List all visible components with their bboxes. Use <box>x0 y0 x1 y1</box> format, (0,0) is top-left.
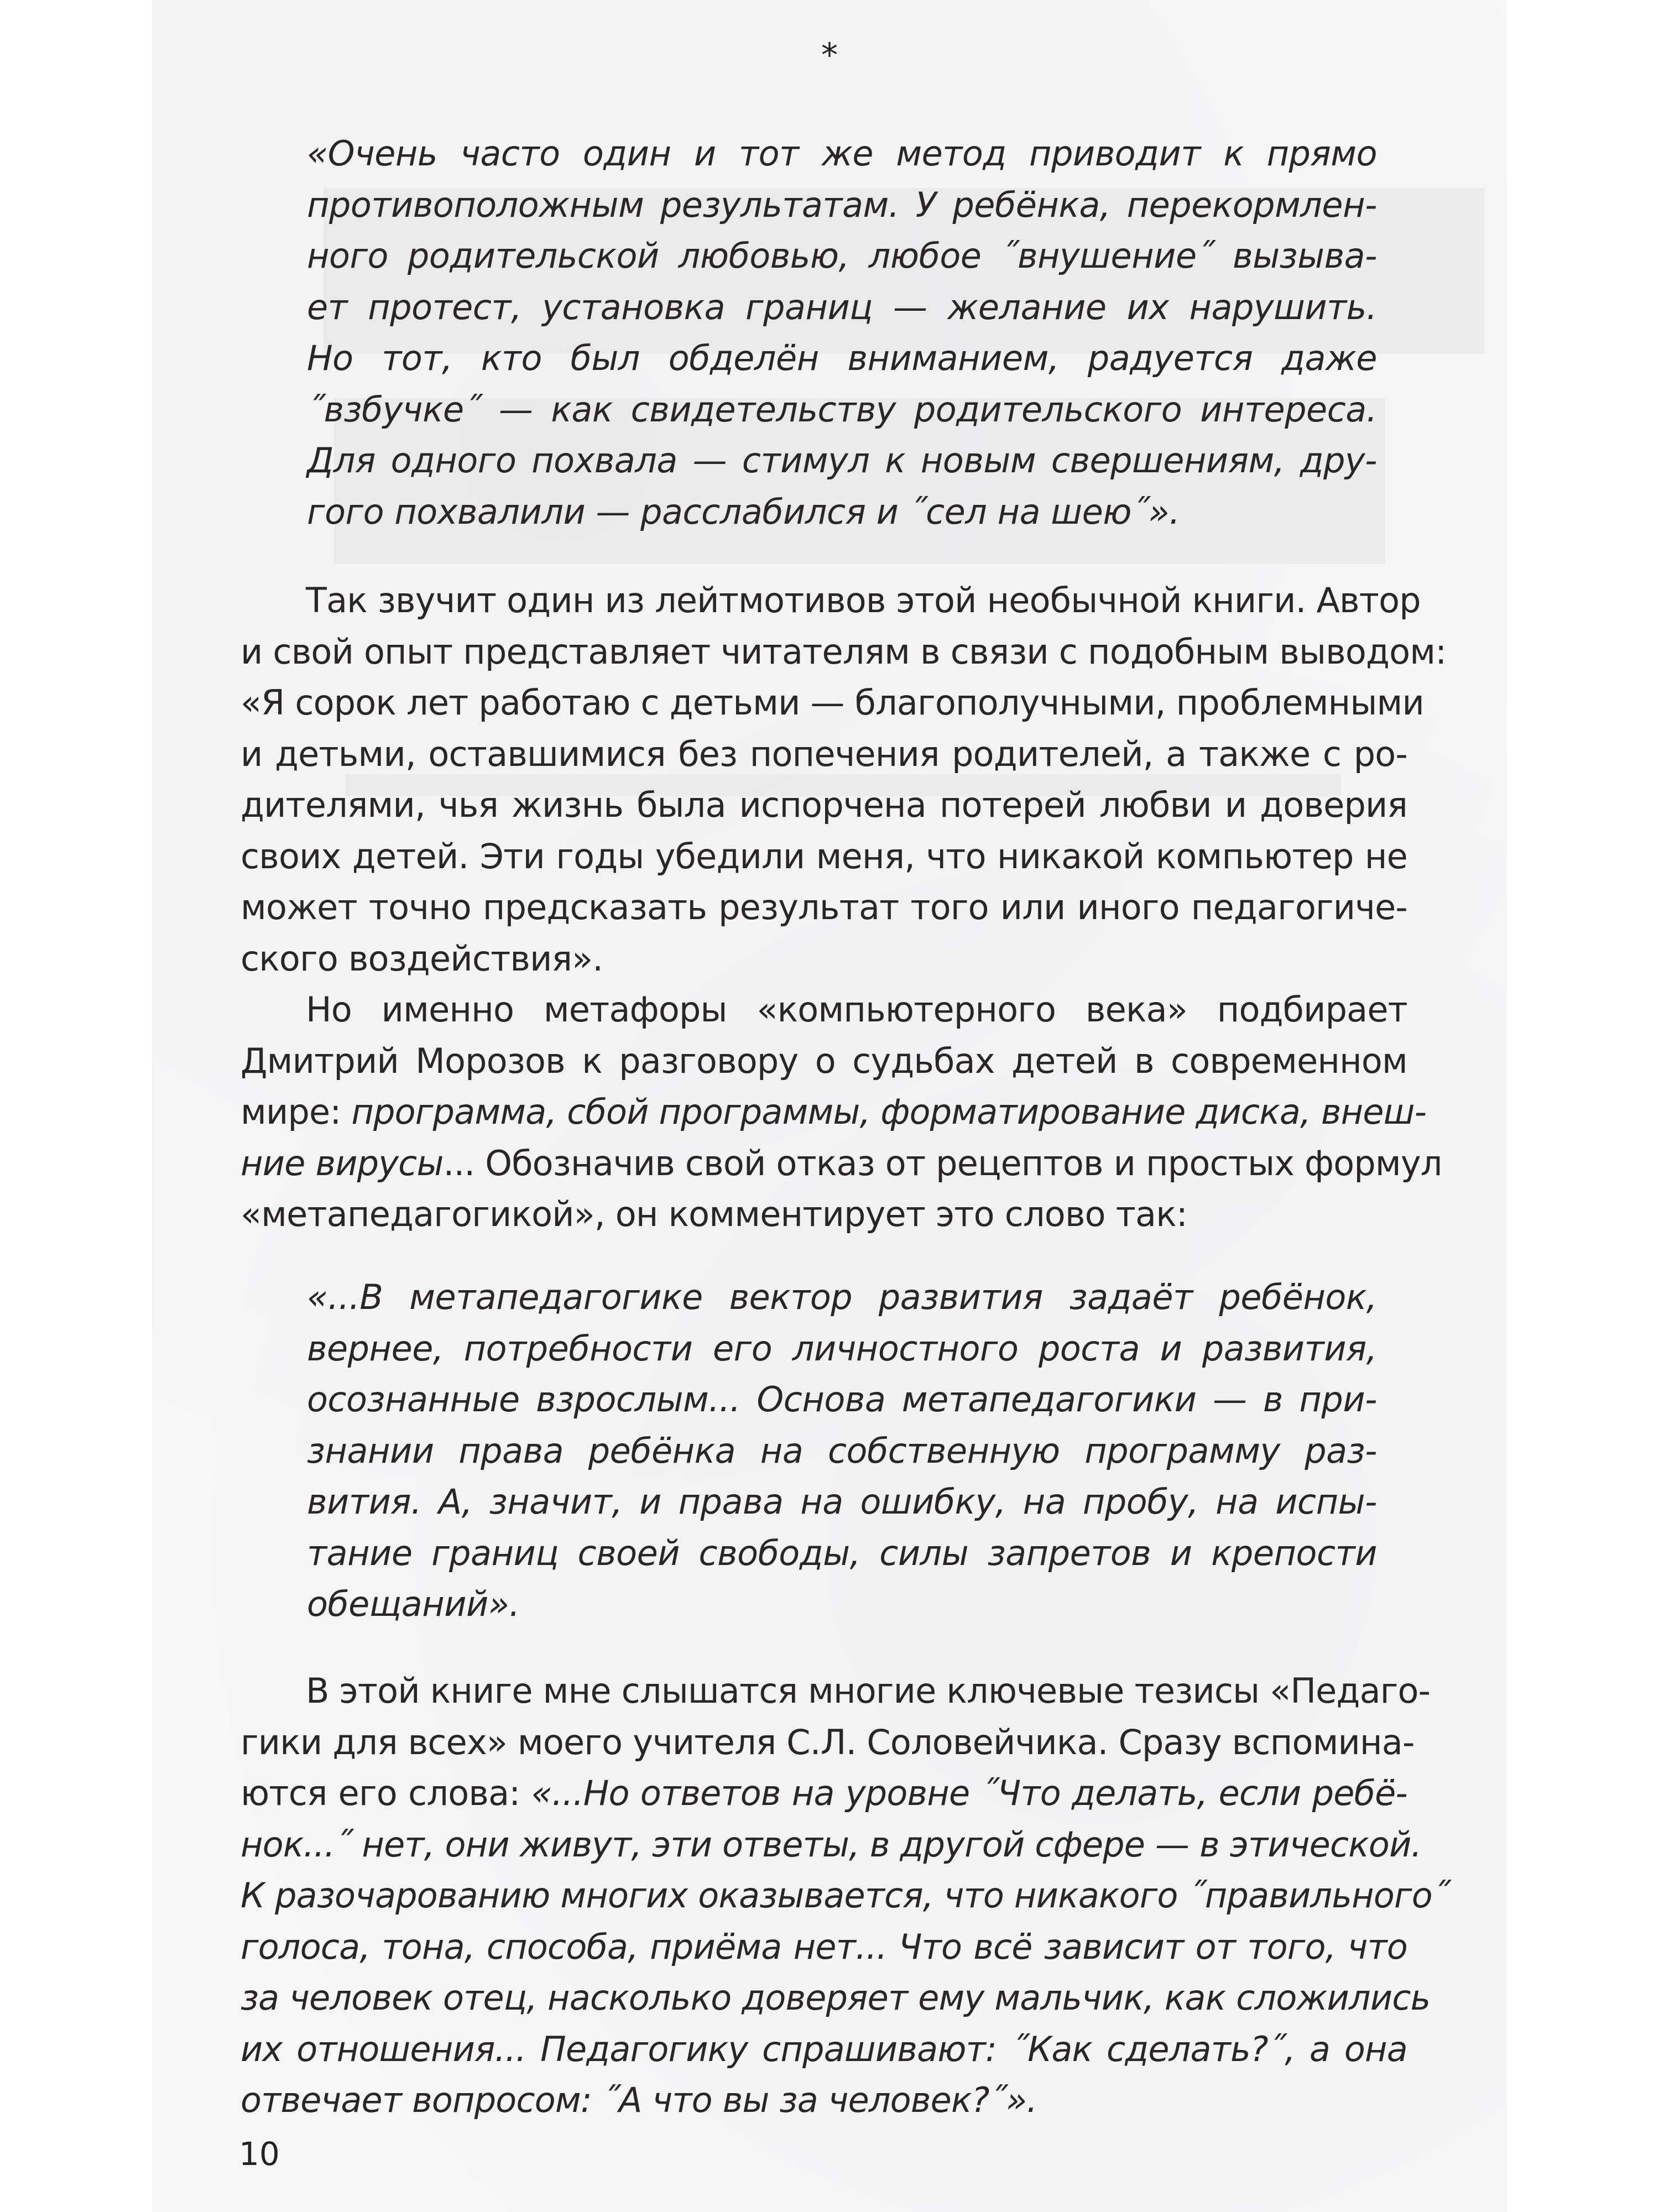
section-separator: * <box>821 36 838 75</box>
text-line: вития. А, значит, и права на ошибку, на пробу, на испы- <box>307 1481 1377 1522</box>
text-line: «Я сорок лет работаю с детьми — благополучными, проблемными <box>241 682 1424 723</box>
text-line <box>241 1768 1407 1819</box>
text-line: «...В метапедагогике вектор развития задаёт ребёнок, <box>307 1277 1377 1317</box>
text-line: гого похвалили — расслабился и ˝сел на шею˝». <box>307 491 1180 532</box>
text-line: и свой опыт представляет читателям в связи с подобным выводом: <box>241 631 1447 672</box>
text-line: вернее, потребности его личностного роста и развития, <box>307 1328 1377 1369</box>
text-line: «метапедагогикой», он комментирует это слово так: <box>241 1194 1187 1234</box>
text-line: Для одного похвала — стимул к новым свершениям, дру- <box>307 440 1377 481</box>
text-line: ного родительской любовью, любое ˝внушение˝ вызыва- <box>307 236 1377 276</box>
italic-run: «...Но ответов на уровне ˝Что делать, если ребё- <box>531 1773 1407 1813</box>
body-paragraph-3 <box>241 1666 1449 2126</box>
text-line <box>241 1138 1442 1190</box>
text-line: нок...˝ нет, они живут, эти ответы, в другой сфере — в этической. <box>241 1824 1422 1865</box>
text-line: голоса, тона, способа, приёма нет... Что всё зависит от того, что <box>241 1926 1407 1967</box>
metapedagogy-quote <box>307 1272 1377 1630</box>
text-line: гики для всех» моего учителя С.Л. Соловейчика. Сразу вспомина- <box>241 1721 1415 1762</box>
text-line: ет протест, установка границ — желание их нарушить. <box>307 286 1377 327</box>
text-line: Но тот, кто был обделён вниманием, радуется даже <box>307 338 1377 378</box>
text-line: В этой книге мне слышатся многие ключевые тезисы «Педаго- <box>306 1671 1431 1711</box>
text-line: отвечает вопросом: ˝А что вы за человек?˝». <box>241 2080 1037 2120</box>
text-line: ˝взбучке˝ — как свидетельству родительского интереса. <box>307 389 1377 430</box>
text-line: их отношения... Педагогику спрашивают: ˝Как сделать?˝, а она <box>241 2028 1407 2069</box>
text-line: и детьми, оставшимися без попечения родителей, а также с ро- <box>241 733 1407 774</box>
text-line: К разочарованию многих оказывается, что никакого ˝правильного˝ <box>241 1875 1449 1916</box>
text-line: дителями, чья жизнь была испорчена потерей любви и доверия <box>241 785 1407 825</box>
text-line: знании права ребёнка на собственную программу раз- <box>307 1430 1377 1471</box>
text-run: ются его слова: <box>241 1773 531 1813</box>
text-line: ского воздействия». <box>241 938 603 979</box>
page-number: 10 <box>239 2135 280 2173</box>
text-line: противоположным результатам. У ребёнка, перекормлен- <box>307 184 1377 225</box>
text-run: мире: <box>241 1092 352 1132</box>
text-line: обещаний». <box>307 1584 520 1624</box>
italic-run: ние вирусы <box>241 1142 444 1183</box>
text-line: осознанные взрослым... Основа метапедагогики — в при- <box>307 1379 1377 1420</box>
text-line: «Очень часто один и тот же метод приводит к прямо <box>307 133 1377 174</box>
epigraph-quote <box>307 128 1377 538</box>
text-line: Дмитрий Морозов к разговору о судьбах детей в современном <box>241 1040 1407 1081</box>
body-paragraph-1 <box>241 575 1447 984</box>
text-line: за человек отец, насколько доверяет ему мальчик, как сложились <box>241 1978 1431 2018</box>
text-line: Но именно метафоры «компьютерного века» подбирает <box>306 989 1407 1030</box>
text-line: Так звучит один из лейтмотивов этой необычной книги. Автор <box>306 580 1421 620</box>
text-line: тание границ своей свободы, силы запретов и крепости <box>307 1532 1377 1573</box>
text-run: ... Обозначив свой отказ от рецептов и простых формул <box>443 1142 1442 1183</box>
text-line: может точно предсказать результат того или иного педагогиче- <box>241 887 1407 927</box>
text-line <box>241 1087 1427 1138</box>
body-paragraph-2 <box>241 984 1442 1240</box>
italic-run: программа, сбой программы, форматирование диска, внеш- <box>351 1092 1427 1132</box>
text-line: своих детей. Эти годы убедили меня, что никакой компьютер не <box>241 836 1407 877</box>
